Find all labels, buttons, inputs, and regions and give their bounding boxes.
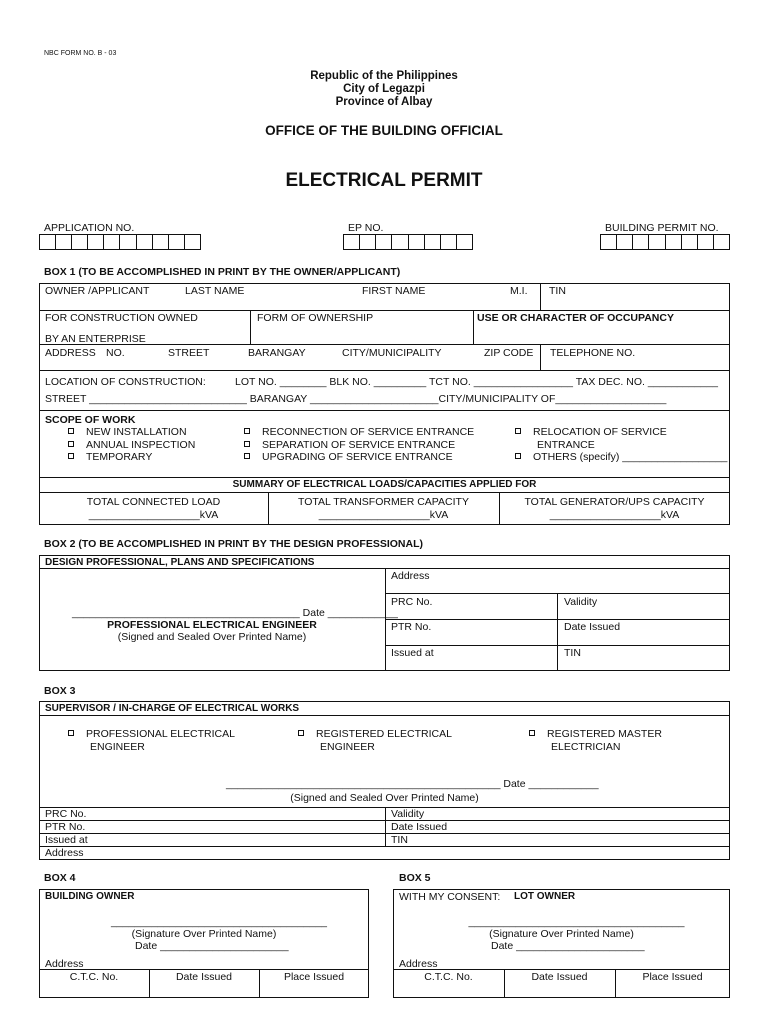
supervisor-rme-option[interactable]: REGISTERED MASTER (529, 728, 662, 740)
barangay-label: BARANGAY (248, 347, 306, 359)
use-or-character-label: USE OR CHARACTER OF OCCUPANCY (477, 312, 674, 324)
scope-upgrading[interactable]: UPGRADING OF SERVICE ENTRANCE (244, 451, 453, 463)
form-number: NBC FORM NO. B - 03 (44, 50, 117, 57)
page-title: ELECTRICAL PERMIT (285, 170, 483, 191)
total-generator-capacity-field[interactable]: ___________________kVA (549, 509, 680, 521)
scope-new-installation[interactable]: NEW INSTALLATION (68, 426, 187, 438)
box2-pee-label: PROFESSIONAL ELECTRICAL ENGINEER (107, 619, 317, 631)
box2-address-label: Address (391, 570, 430, 582)
box2-signature-line[interactable]: _______________________________________ Date ____________ (72, 607, 398, 619)
box3-signed-sealed: (Signed and Sealed Over Printed Name) (290, 792, 479, 804)
box5-heading: BOX 5 (399, 872, 431, 884)
city-municipality-label: CITY/MUNICIPALITY (342, 347, 442, 359)
building-permit-no-field[interactable] (600, 234, 730, 250)
box4-subheading: BUILDING OWNER (45, 891, 135, 902)
mi-label: M.I. (510, 285, 528, 297)
scope-annual-inspection[interactable]: ANNUAL INSPECTION (68, 439, 195, 451)
total-transformer-capacity-label: TOTAL TRANSFORMER CAPACITY (298, 496, 469, 508)
box5-date-issued-label: Date Issued (531, 971, 588, 983)
box2-tin-label: TIN (564, 647, 581, 659)
owner-applicant-label: OWNER /APPLICANT (45, 285, 150, 297)
supervisor-pee-option-cont: ENGINEER (90, 741, 145, 753)
address-no-label: NO. (106, 347, 125, 359)
box4-heading: BOX 4 (44, 872, 76, 884)
box5-date-line[interactable]: Date ______________________ (491, 940, 645, 952)
form-of-ownership-label: FORM OF OWNERSHIP (257, 312, 374, 324)
ep-no-field[interactable] (343, 234, 473, 250)
box2-date-issued-label: Date Issued (564, 621, 621, 633)
box2-ptr-no-label: PTR No. (391, 621, 432, 633)
scope-relocation-cont: ENTRANCE (537, 439, 595, 451)
checkbox-icon[interactable] (68, 730, 74, 736)
scope-separation[interactable]: SEPARATION OF SERVICE ENTRANCE (244, 439, 455, 451)
checkbox-icon[interactable] (529, 730, 535, 736)
box5-ctc-no-label: C.T.C. No. (424, 971, 473, 983)
checkbox-icon[interactable] (68, 453, 74, 459)
street-barangay-line: STREET ___________________________ BARANGAY ______________________CITY/MUNICIPALITY OF___________________ (45, 393, 667, 405)
tin-label: TIN (549, 285, 566, 297)
checkbox-icon[interactable] (515, 428, 521, 434)
application-no-label: APPLICATION NO. (44, 222, 135, 234)
telephone-no-label: TELEPHONE NO. (550, 347, 636, 359)
box3-ptr-no-label: PTR No. (45, 821, 86, 833)
box2-validity-label: Validity (564, 596, 598, 608)
box4-address-label: Address (45, 958, 84, 970)
header-province: Province of Albay (335, 96, 433, 108)
for-construction-owned-label: FOR CONSTRUCTION OWNED (45, 312, 198, 324)
box4-date-line[interactable]: Date ______________________ (135, 940, 289, 952)
total-generator-capacity-label: TOTAL GENERATOR/UPS CAPACITY (524, 496, 705, 508)
box2-heading: BOX 2 (TO BE ACCOMPLISHED IN PRINT BY THE DESIGN PROFESSIONAL) (44, 538, 424, 550)
scope-reconnection[interactable]: RECONNECTION OF SERVICE ENTRANCE (244, 426, 474, 438)
box4-place-issued-label: Place Issued (283, 971, 345, 983)
location-of-construction-line: LOCATION OF CONSTRUCTION: LOT NO. ________ BLK NO. _________ TCT NO. _________________ TAX DEC. NO. ____________ (45, 376, 718, 388)
by-an-enterprise-label: BY AN ENTERPRISE (45, 333, 146, 345)
scope-temporary[interactable]: TEMPORARY (68, 451, 152, 463)
checkbox-icon[interactable] (68, 441, 74, 447)
box2-prc-no-label: PRC No. (391, 596, 433, 608)
checkbox-icon[interactable] (68, 428, 74, 434)
ep-no-label: EP NO. (348, 222, 384, 234)
box5-address-label: Address (399, 958, 438, 970)
office-title: OFFICE OF THE BUILDING OFFICIAL (265, 123, 503, 138)
box3-heading: BOX 3 (44, 685, 76, 697)
box1-heading: BOX 1 (TO BE ACCOMPLISHED IN PRINT BY THE OWNER/APPLICANT) (44, 266, 401, 278)
box5-signature-label: (Signature Over Printed Name) (489, 928, 634, 940)
zip-code-label: ZIP CODE (484, 347, 534, 359)
box3-signature-line[interactable]: _______________________________________________ Date ____________ (226, 778, 599, 790)
checkbox-icon[interactable] (244, 428, 250, 434)
box3-tin-label: TIN (391, 834, 408, 846)
total-connected-load-label: TOTAL CONNECTED LOAD (86, 496, 221, 508)
checkbox-icon[interactable] (244, 441, 250, 447)
box2-signed-sealed: (Signed and Sealed Over Printed Name) (117, 631, 307, 643)
summary-heading: SUMMARY OF ELECTRICAL LOADS/CAPACITIES APPLIED FOR (232, 479, 537, 490)
box3-issued-at-label: Issued at (45, 834, 88, 846)
last-name-label: LAST NAME (185, 285, 245, 297)
box5-place-issued-label: Place Issued (642, 971, 703, 983)
scope-others[interactable]: OTHERS (specify) __________________ (515, 451, 727, 463)
box4-signature-label: (Signature Over Printed Name) (131, 928, 277, 940)
address-label: ADDRESS (45, 347, 96, 359)
total-connected-load-field[interactable]: ___________________kVA (88, 509, 219, 521)
supervisor-rme-option-cont: ELECTRICIAN (551, 741, 621, 753)
box3-validity-label: Validity (391, 808, 425, 820)
scope-of-work-label: SCOPE OF WORK (45, 414, 136, 426)
header-city: City of Legazpi (343, 83, 425, 95)
header-republic: Republic of the Philippines (310, 70, 458, 82)
box3-address-label: Address (45, 847, 84, 859)
total-transformer-capacity-field[interactable]: ___________________kVA (318, 509, 449, 521)
box4-ctc-no-label: C.T.C. No. (69, 971, 119, 983)
box5-signature-line[interactable]: _____________________________________ (468, 916, 685, 928)
checkbox-icon[interactable] (515, 453, 521, 459)
checkbox-icon[interactable] (298, 730, 304, 736)
box2-subheading: DESIGN PROFESSIONAL, PLANS AND SPECIFICATIONS (45, 557, 315, 568)
checkbox-icon[interactable] (244, 453, 250, 459)
supervisor-pee-option[interactable]: PROFESSIONAL ELECTRICAL (68, 728, 235, 740)
supervisor-ree-option[interactable]: REGISTERED ELECTRICAL (298, 728, 452, 740)
box3-prc-no-label: PRC No. (45, 808, 87, 820)
application-no-field[interactable] (39, 234, 201, 250)
box4-signature-line[interactable]: _____________________________________ (110, 916, 328, 928)
building-permit-no-label: BUILDING PERMIT NO. (605, 222, 719, 234)
first-name-label: FIRST NAME (362, 285, 426, 297)
box2-issued-at-label: Issued at (391, 647, 434, 659)
box5-lot-owner-label: LOT OWNER (514, 891, 576, 902)
street-label: STREET (168, 347, 210, 359)
box3-date-issued-label: Date Issued (391, 821, 448, 833)
supervisor-ree-option-cont: ENGINEER (320, 741, 375, 753)
scope-relocation[interactable]: RELOCATION OF SERVICE (515, 426, 667, 438)
box4-date-issued-label: Date Issued (175, 971, 233, 983)
box3-subheading: SUPERVISOR / IN-CHARGE OF ELECTRICAL WORKS (45, 703, 300, 714)
box5-consent-label: WITH MY CONSENT: (399, 891, 501, 903)
